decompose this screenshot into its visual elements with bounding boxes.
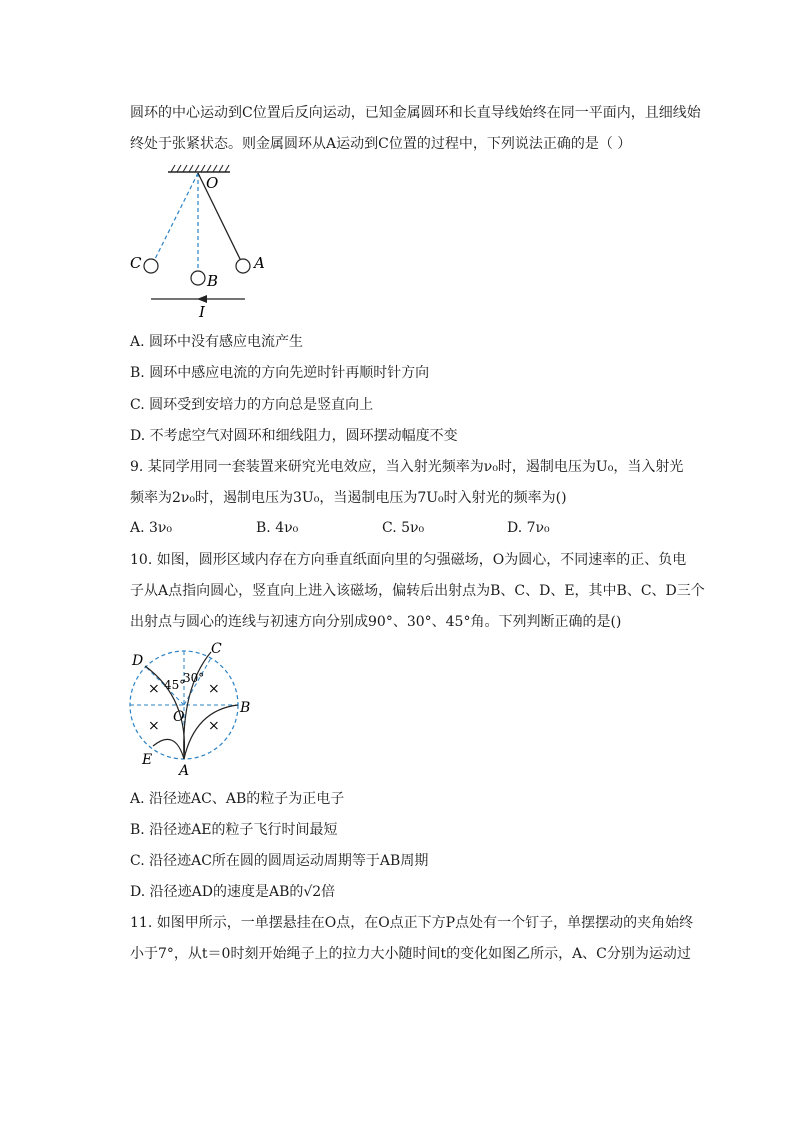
- angle-45-label: 45°: [164, 678, 186, 692]
- q10-option-a: A. 沿径迹AC、AB的粒子为正电子: [130, 791, 345, 807]
- label-o: O: [206, 174, 219, 192]
- q9-option-a: A. 3ν₀: [130, 520, 173, 536]
- cross-mark: ×: [148, 681, 160, 697]
- q9-option-d: D. 7ν₀: [507, 520, 550, 536]
- label-i: I: [199, 303, 205, 320]
- angle-30-label: 30°: [183, 671, 205, 685]
- q10-line-1: 10. 如图，圆形区域内存在方向垂直纸面向里的匀强磁场，O为圆心，不同速率的正、负电: [130, 552, 687, 568]
- label-o: O: [173, 709, 185, 725]
- label-c: C: [211, 641, 222, 657]
- ring-a: [236, 259, 250, 273]
- label-a: A: [254, 254, 265, 272]
- label-b: B: [207, 272, 219, 290]
- q10-line-2: 子从A点指向圆心，竖直向上进入该磁场，偏转后出射点为B、C、D、E，其中B、C、D三个: [130, 583, 705, 599]
- ring-b: [191, 271, 205, 285]
- label-c: C: [130, 254, 142, 272]
- label-b: B: [240, 700, 251, 716]
- label-e: E: [142, 752, 153, 768]
- label-d: D: [132, 653, 144, 669]
- q9-line-1: 9. 某同学用同一套装置来研究光电效应，当入射光频率为ν₀时，遏制电压为U₀，当入射光: [130, 459, 684, 475]
- q10-option-c: C. 沿径迹AC所在圆的圆周运动周期等于AB周期: [130, 853, 429, 869]
- cross-mark: ×: [208, 681, 220, 697]
- ring-c: [144, 259, 158, 273]
- q8-option-b: B. 圆环中感应电流的方向先逆时针再顺时针方向: [130, 365, 430, 381]
- q8-option-d: D. 不考虑空气对圆环和细线阻力，圆环摆动幅度不变: [130, 428, 458, 444]
- q9-option-b: B. 4ν₀: [256, 520, 299, 536]
- q11-line-1: 11. 如图甲所示，一单摆悬挂在O点，在O点正下方P点处有一个钉子，单摆摆动的夹角始终: [130, 915, 694, 931]
- q9-line-2: 频率为2ν₀时，遏制电压为3U₀，当遏制电压为7U₀时入射光的频率为(): [130, 490, 567, 506]
- q9-option-c: C. 5ν₀: [382, 520, 425, 536]
- magnetic-field-figure: [125, 638, 265, 780]
- intro-line-1: 圆环的中心运动到C位置后反向运动，已知金属圆环和长直导线始终在同一平面内，且细线始: [130, 105, 701, 121]
- q8-option-a: A. 圆环中没有感应电流产生: [130, 334, 304, 350]
- cross-mark: ×: [148, 718, 160, 734]
- q10-option-d: D. 沿径迹AD的速度是AB的√2倍: [130, 884, 336, 900]
- intro-line-2: 终处于张紧状态。则金属圆环从A运动到C位置的过程中，下列说法正确的是（ ）: [130, 136, 632, 152]
- pendulum-figure: [125, 160, 275, 320]
- q11-line-2: 小于7°，从t＝0时刻开始绳子上的拉力大小随时间t的变化如图乙所示，A、C分别为运动过: [130, 946, 691, 962]
- q10-line-3: 出射点与圆心的连线与初速方向分别成90°、30°、45°角。下列判断正确的是(): [130, 614, 622, 630]
- q10-option-b: B. 沿径迹AE的粒子飞行时间最短: [130, 822, 338, 838]
- q8-option-c: C. 圆环受到安培力的方向总是竖直向上: [130, 397, 374, 413]
- label-a: A: [179, 763, 190, 779]
- cross-mark: ×: [208, 718, 220, 734]
